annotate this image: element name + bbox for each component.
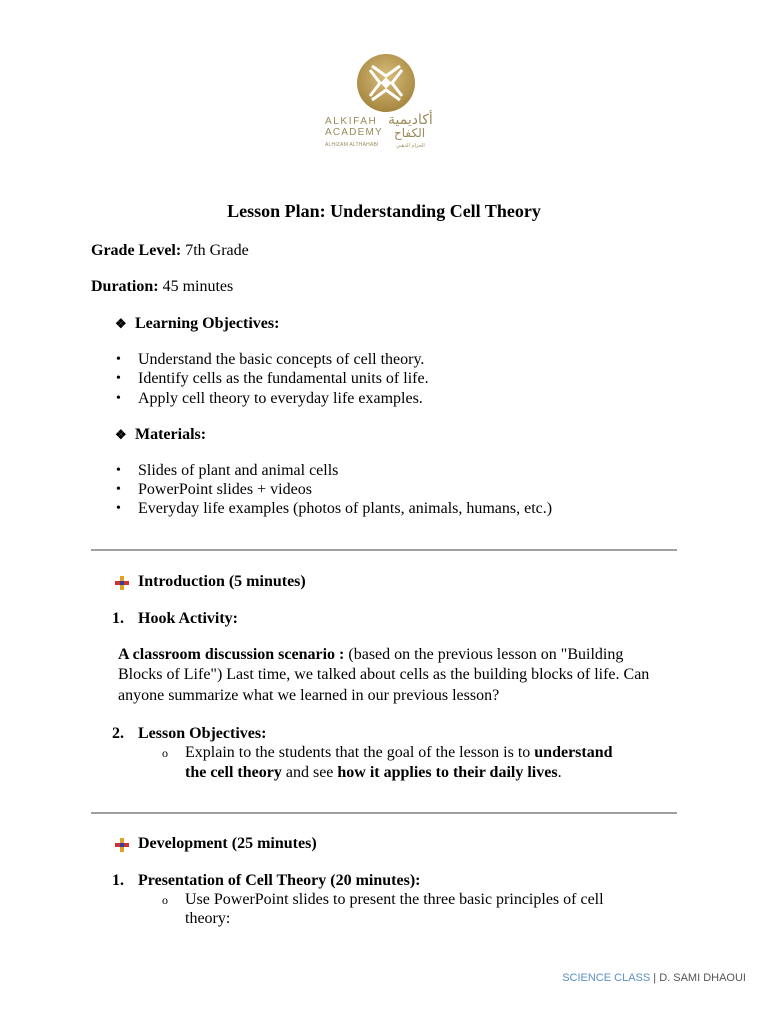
hook-paragraph-line1: A classroom discussion scenario : (based on the previous lesson on "Building bbox=[118, 646, 624, 663]
section-plus-icon bbox=[114, 575, 130, 591]
footer-author: D. SAMI DHAOUI bbox=[659, 972, 746, 984]
bullet-icon: • bbox=[116, 501, 121, 516]
page-footer bbox=[562, 972, 746, 984]
hook-activity-heading: 1. Hook Activity: bbox=[112, 610, 238, 627]
hook-paragraph-line2: Blocks of Life") Last time, we talked about cells as the building blocks of life. Can bbox=[118, 666, 650, 683]
footer-separator: | bbox=[650, 972, 660, 984]
logo-arabic-line2: الكفاح bbox=[394, 126, 426, 140]
presentation-line1: o Use PowerPoint slides to present the three basic principles of cell bbox=[162, 891, 604, 908]
bullet-icon: • bbox=[116, 371, 121, 386]
lesson-objectives-heading: 2. Lesson Objectives: bbox=[112, 725, 267, 742]
presentation-line2: theory: bbox=[185, 910, 231, 927]
objectives-line2: the cell theory and see how it applies to their daily lives. bbox=[185, 764, 562, 781]
list-item: • Slides of plant and animal cells bbox=[116, 462, 339, 479]
list-item: • Everyday life examples (photos of plants, animals, humans, etc.) bbox=[116, 500, 553, 517]
duration bbox=[91, 277, 233, 297]
development-heading: Development (25 minutes) bbox=[138, 834, 317, 854]
diamond-bullet-icon: ❖ bbox=[115, 316, 127, 331]
bullet-icon: • bbox=[116, 352, 121, 367]
circle-bullet-icon: o bbox=[162, 746, 168, 760]
list-item: • PowerPoint slides + videos bbox=[116, 481, 312, 498]
page-title: Lesson Plan: Understanding Cell Theory bbox=[227, 201, 541, 221]
bullet-icon: • bbox=[116, 482, 121, 497]
grade-label: Grade Level: bbox=[91, 242, 182, 259]
list-item: • Understand the basic concepts of cell theory. bbox=[116, 351, 425, 368]
objectives-line1: o Explain to the students that the goal of the lesson is to understand bbox=[162, 744, 613, 761]
academy-logo bbox=[320, 50, 450, 155]
logo-english-line1: ALKIFAH bbox=[325, 116, 378, 127]
hook-paragraph-line3: anyone summarize what we learned in our previous lesson? bbox=[118, 687, 500, 704]
footer-subject: SCIENCE CLASS bbox=[562, 972, 651, 984]
introduction-heading: Introduction (5 minutes) bbox=[138, 572, 306, 592]
section-divider bbox=[91, 549, 677, 551]
logo-english-line3: ALHIZAM ALTHAHABI bbox=[325, 142, 379, 148]
list-item: • Identify cells as the fundamental units of life. bbox=[116, 370, 429, 387]
grade-level bbox=[91, 241, 249, 261]
grade-value: 7th Grade bbox=[181, 242, 249, 259]
section-divider bbox=[91, 812, 677, 814]
circle-bullet-icon: o bbox=[162, 893, 168, 907]
bullet-icon: • bbox=[116, 391, 121, 406]
learning-objectives-heading: ❖ Learning Objectives: bbox=[115, 315, 280, 332]
materials-heading: ❖ Materials: bbox=[115, 426, 207, 443]
academy-emblem-icon bbox=[356, 52, 416, 114]
diamond-bullet-icon: ❖ bbox=[115, 427, 127, 442]
logo-arabic-line3: الحزام الذهبي bbox=[396, 143, 425, 149]
list-item: • Apply cell theory to everyday life examples. bbox=[116, 390, 423, 407]
bullet-icon: • bbox=[116, 463, 121, 478]
duration-value: 45 minutes bbox=[158, 278, 234, 295]
presentation-heading: 1. Presentation of Cell Theory (20 minutes): bbox=[112, 872, 421, 889]
logo-english-line2: ACADEMY bbox=[325, 127, 383, 138]
duration-label: Duration: bbox=[91, 278, 159, 295]
section-plus-icon bbox=[114, 837, 130, 853]
logo-arabic-line1: أكاديمية bbox=[388, 112, 433, 128]
